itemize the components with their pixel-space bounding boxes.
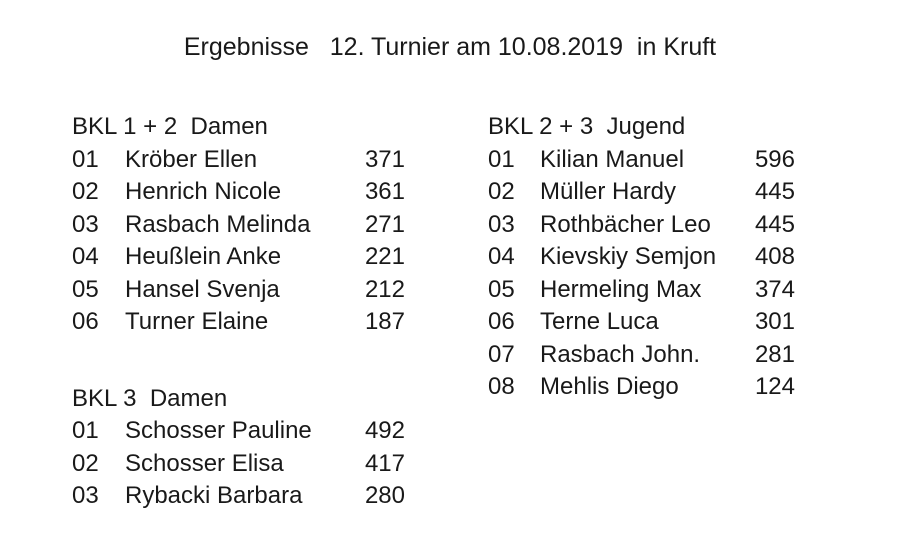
table-row <box>488 339 795 372</box>
rank-cell: 02 <box>72 178 99 205</box>
table-row <box>488 306 795 339</box>
table-row <box>488 274 795 307</box>
rank-cell: 04 <box>72 243 99 270</box>
name-cell: Henrich Nicole <box>125 178 282 205</box>
table-row <box>488 371 795 404</box>
rank-cell: 06 <box>72 308 99 335</box>
result-section <box>488 111 795 404</box>
name-cell: Rybacki Barbara <box>125 482 303 509</box>
name-cell: Terne Luca <box>540 308 659 335</box>
section-heading: BKL 1 + 2 Damen <box>72 113 268 140</box>
table-row <box>488 209 795 242</box>
name-cell: Heußlein Anke <box>125 243 282 270</box>
score-cell: 361 <box>364 178 405 205</box>
rank-cell: 04 <box>488 243 515 270</box>
left-column <box>72 111 405 513</box>
score-cell: 374 <box>754 275 795 303</box>
name-cell: Müller Hardy <box>540 178 677 205</box>
score-cell: 124 <box>754 373 795 400</box>
name-cell: Rothbächer Leo <box>540 210 711 238</box>
table-row <box>488 241 795 274</box>
table-row <box>72 274 405 307</box>
score-cell: 212 <box>364 275 405 303</box>
name-cell: Schosser Elisa <box>125 449 284 477</box>
table-row <box>72 176 405 209</box>
score-cell: 596 <box>754 145 795 173</box>
rank-cell: 07 <box>488 340 515 368</box>
name-cell: Rasbach Melinda <box>125 210 311 238</box>
result-section <box>72 383 405 513</box>
right-column <box>488 111 795 404</box>
page-title: Ergebnisse 12. Turnier am 10.08.2019 in Kruft <box>183 33 717 61</box>
score-cell: 417 <box>364 449 405 477</box>
table-row <box>72 209 405 242</box>
score-cell: 408 <box>754 243 795 270</box>
rank-cell: 03 <box>72 482 99 509</box>
table-row <box>72 241 405 274</box>
rank-cell: 05 <box>488 275 515 303</box>
rank-cell: 08 <box>488 373 515 400</box>
rank-cell: 03 <box>488 210 515 238</box>
rank-cell: 02 <box>72 449 99 477</box>
rank-cell: 01 <box>72 145 99 173</box>
rank-cell: 05 <box>72 275 99 303</box>
name-cell: Kievskiy Semjon <box>540 243 717 270</box>
rank-cell: 06 <box>488 308 515 335</box>
result-section <box>72 111 405 339</box>
score-cell: 371 <box>364 145 405 173</box>
table-row <box>488 176 795 209</box>
name-cell: Kilian Manuel <box>540 145 685 173</box>
rank-cell: 03 <box>72 210 99 238</box>
score-cell: 187 <box>364 308 405 335</box>
name-cell: Schosser Pauline <box>125 417 312 444</box>
table-row <box>72 144 405 177</box>
table-row <box>488 144 795 177</box>
table-row <box>72 306 405 339</box>
score-cell: 445 <box>754 210 795 238</box>
rank-cell: 02 <box>488 178 515 205</box>
table-row <box>72 480 405 513</box>
rank-cell: 01 <box>488 145 515 173</box>
name-cell: Turner Elaine <box>125 308 269 335</box>
rank-cell: 01 <box>72 417 99 444</box>
score-cell: 492 <box>364 417 405 444</box>
score-cell: 301 <box>754 308 795 335</box>
table-row <box>72 415 405 448</box>
name-cell: Hansel Svenja <box>125 275 280 303</box>
score-cell: 281 <box>754 340 795 368</box>
table-row <box>72 448 405 481</box>
name-cell: Mehlis Diego <box>540 373 679 400</box>
score-cell: 221 <box>364 243 405 270</box>
section-heading: BKL 3 Damen <box>72 384 228 412</box>
score-cell: 445 <box>754 178 795 205</box>
score-cell: 280 <box>364 482 405 509</box>
section-heading: BKL 2 + 3 Jugend <box>488 113 686 140</box>
name-cell: Kröber Ellen <box>125 145 258 173</box>
score-cell: 271 <box>364 210 405 238</box>
name-cell: Rasbach John. <box>540 340 701 368</box>
name-cell: Hermeling Max <box>540 275 702 303</box>
